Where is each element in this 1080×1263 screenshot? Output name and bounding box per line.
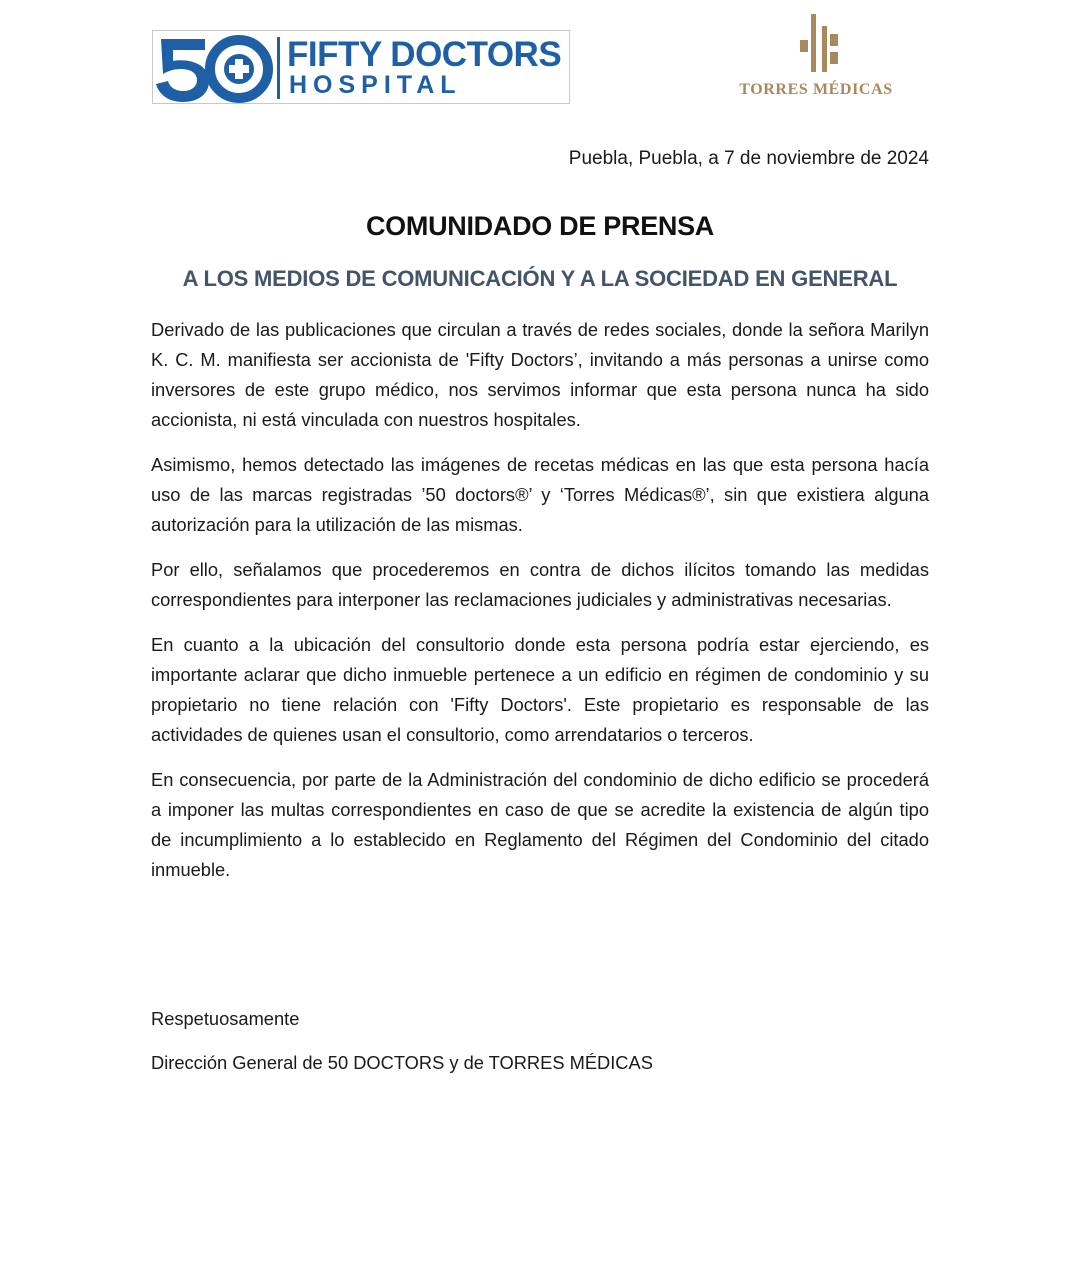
paragraph-1: Derivado de las publicaciones que circulan a través de redes sociales, donde la señora Marilyn K. C. M. manifiesta ser accionista de 'Fifty Doctors’, invitando a más personas a unirse como inversores de este grupo médico, nos servimos informar que esta persona nunca ha sido accionista, ni está vinculada con nuestros hospitales.: [151, 319, 929, 430]
fifty-doctors-50-emblem: [153, 31, 283, 103]
document-subtitle: A LOS MEDIOS DE COMUNICACIÓN Y A LA SOCIEDAD EN GENERAL: [182, 266, 898, 291]
paragraph-5: En consecuencia, por parte de la Administración del condominio de dicho edificio se procederá a imponer las multas correspondientes en caso de que se acredite la existencia de algún tipo de incumplimiento a lo establecido en Reglamento del Régimen del Condominio del citado inmueble.: [151, 769, 929, 880]
torres-medicas-emblem: [730, 14, 902, 78]
document-title: COMUNIDADO DE PRENSA: [365, 211, 715, 241]
torres-medicas-logo: [730, 14, 902, 104]
document-body: [151, 315, 929, 900]
fifty-doctors-logo: [152, 30, 570, 104]
closing-salutation: Respetuosamente: [151, 1008, 300, 1029]
torres-medicas-name: TORRES MÉDICAS: [739, 81, 893, 98]
date-line: Puebla, Puebla, a 7 de noviembre de 2024: [568, 148, 929, 169]
paragraph-2: Asimismo, hemos detectado las imágenes de recetas médicas en las que esta persona hacía uso de las marcas registradas ’50 doctors®’ y ‘Torres Médicas®’, sin que existiera alguna autorización para la utilización de las mismas.: [151, 454, 929, 535]
paragraph-4: En cuanto a la ubicación del consultorio donde esta persona podría estar ejerciendo, es importante aclarar que dicho inmueble pertenece a un edificio en régimen de condominio y su propietario no tiene relación con 'Fifty Doctors'. Este propietario es responsable de las actividades de quienes usan el consultorio, como arrendatarios o terceros.: [151, 634, 929, 745]
fifty-doctors-name: FIFTY DOCTORS: [287, 35, 562, 74]
paragraph-3: Por ello, señalamos que procederemos en contra de dichos ilícitos tomando las medidas correspondientes para interponer las reclamaciones judiciales y administrativas necesarias.: [151, 559, 929, 610]
signature: Dirección General de 50 DOCTORS y de TORRES MÉDICAS: [151, 1052, 653, 1073]
fifty-doctors-hospital: HOSPITAL: [289, 71, 462, 99]
